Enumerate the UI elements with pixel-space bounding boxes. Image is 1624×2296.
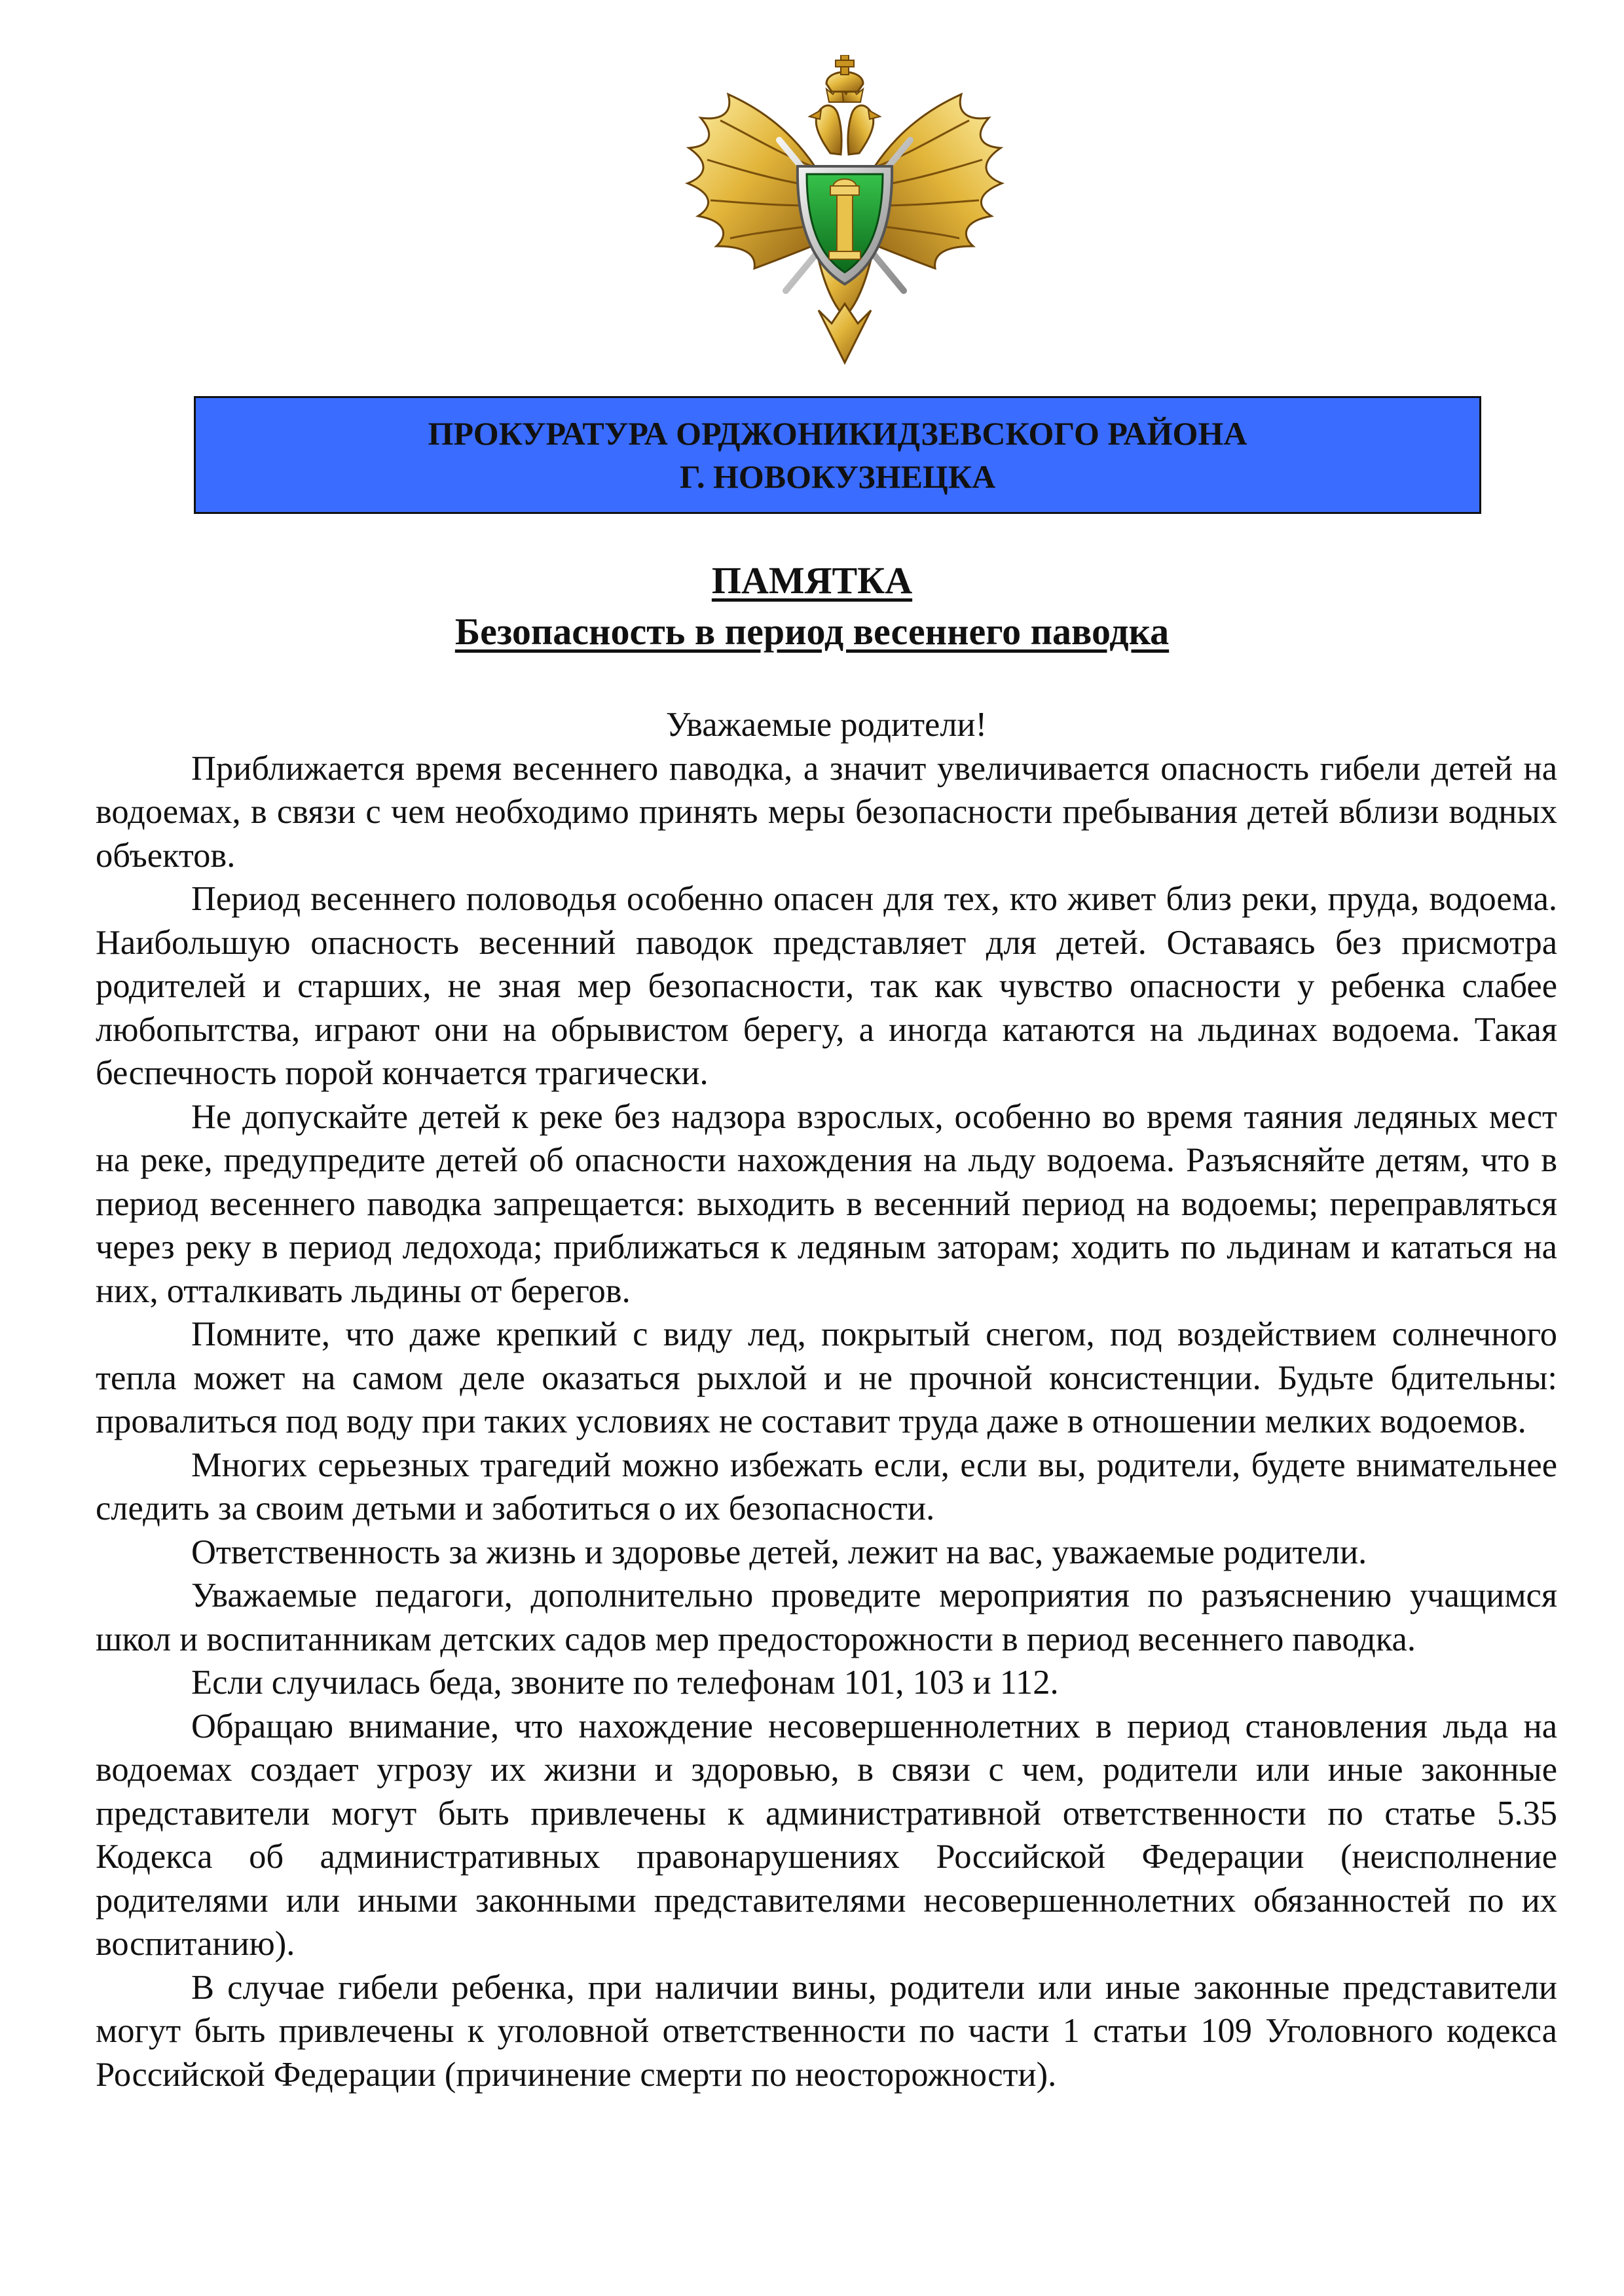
document-subtitle: Безопасность в период весеннего паводка: [454, 610, 1170, 653]
paragraph: Ответственность за жизнь и здоровье детей, лежит на вас, уважаемые родители.: [191, 1533, 1367, 1571]
paragraph: Не допускайте детей к реке без надзора взрослых, особенно во время таяния ледяных мест на реке, предупредите детей об опасности нахождения на льду водоема. Разъясняйте детям, что в период весеннего паводка запрещается: выходить в весенний период на водоемы; переправляться через реку в период ледохода; приближаться к ледяным заторам; ходить по льдинам и кататься на них, отталкивать льдины от берегов.: [96, 1097, 1557, 1310]
document-title: ПАМЯТКА: [711, 559, 913, 602]
paragraph: Если случилась беда, звоните по телефонам 101, 103 и 112.: [191, 1664, 1059, 1702]
office-name-line-1: ПРОКУРАТУРА ОРДЖОНИКИДЗЕВСКОГО РАЙОНА: [428, 415, 1247, 452]
paragraph: Обращаю внимание, что нахождение несовершеннолетних в период становления льда на водоемах создает угрозу их жизни и здоровью, в связи с чем, родители или иные законные представители могут быть привлечены к административной ответственности по статье 5.35 Кодекса об административных правонарушениях Российской Федерации (неисполнение родителями или иными законными представителями несовершеннолетних обязанностей по их воспитанию).: [96, 1707, 1557, 1963]
office-name-line-2: Г. НОВОКУЗНЕЦКА: [679, 458, 996, 495]
greeting: Уважаемые родители!: [665, 706, 987, 744]
office-name-banner: [194, 396, 1481, 514]
paragraph: Помните, что даже крепкий с виду лед, покрытый снегом, под воздействием солнечного тепла может на самом деле оказаться рыхлой и не прочной консистенции. Будьте бдительны: провалиться под воду при таких условиях не составит труда даже в отношении мелких водоемов.: [96, 1315, 1557, 1440]
prosecutor-office-emblem-icon: [681, 55, 1008, 374]
document-body: [96, 703, 1557, 2096]
paragraph: Приближается время весеннего паводка, а значит увеличивается опасность гибели детей на водоемах, в связи с чем необходимо принять меры безопасности пребывания детей вблизи водных объектов.: [96, 749, 1557, 875]
paragraph: Период весеннего половодья особенно опасен для тех, кто живет близ реки, пруда, водоема. Наибольшую опасность весенний паводок представляет для детей. Оставаясь без присмотра родителей и старших, не зная мер безопасности, так как чувство опасности у ребенка слабее любопытства, играют они на обрывистом берегу, а иногда катаются на льдинах водоема. Такая беспечность порой кончается трагически.: [96, 880, 1557, 1092]
paragraph: В случае гибели ребенка, при наличии вины, родители или иные законные представители могут быть привлечены к уголовной ответственности по части 1 статьи 109 Уголовного кодекса Российской Федерации (причинение смерти по неосторожности).: [96, 1968, 1557, 2094]
paragraph: Уважаемые педагоги, дополнительно проведите мероприятия по разъяснению учащимся школ и воспитанникам детских садов мер предосторожности в период весеннего паводка.: [96, 1576, 1557, 1658]
paragraph: Многих серьезных трагедий можно избежать если, если вы, родители, будете внимательнее следить за своим детьми и заботиться о их безопасности.: [96, 1446, 1557, 1527]
